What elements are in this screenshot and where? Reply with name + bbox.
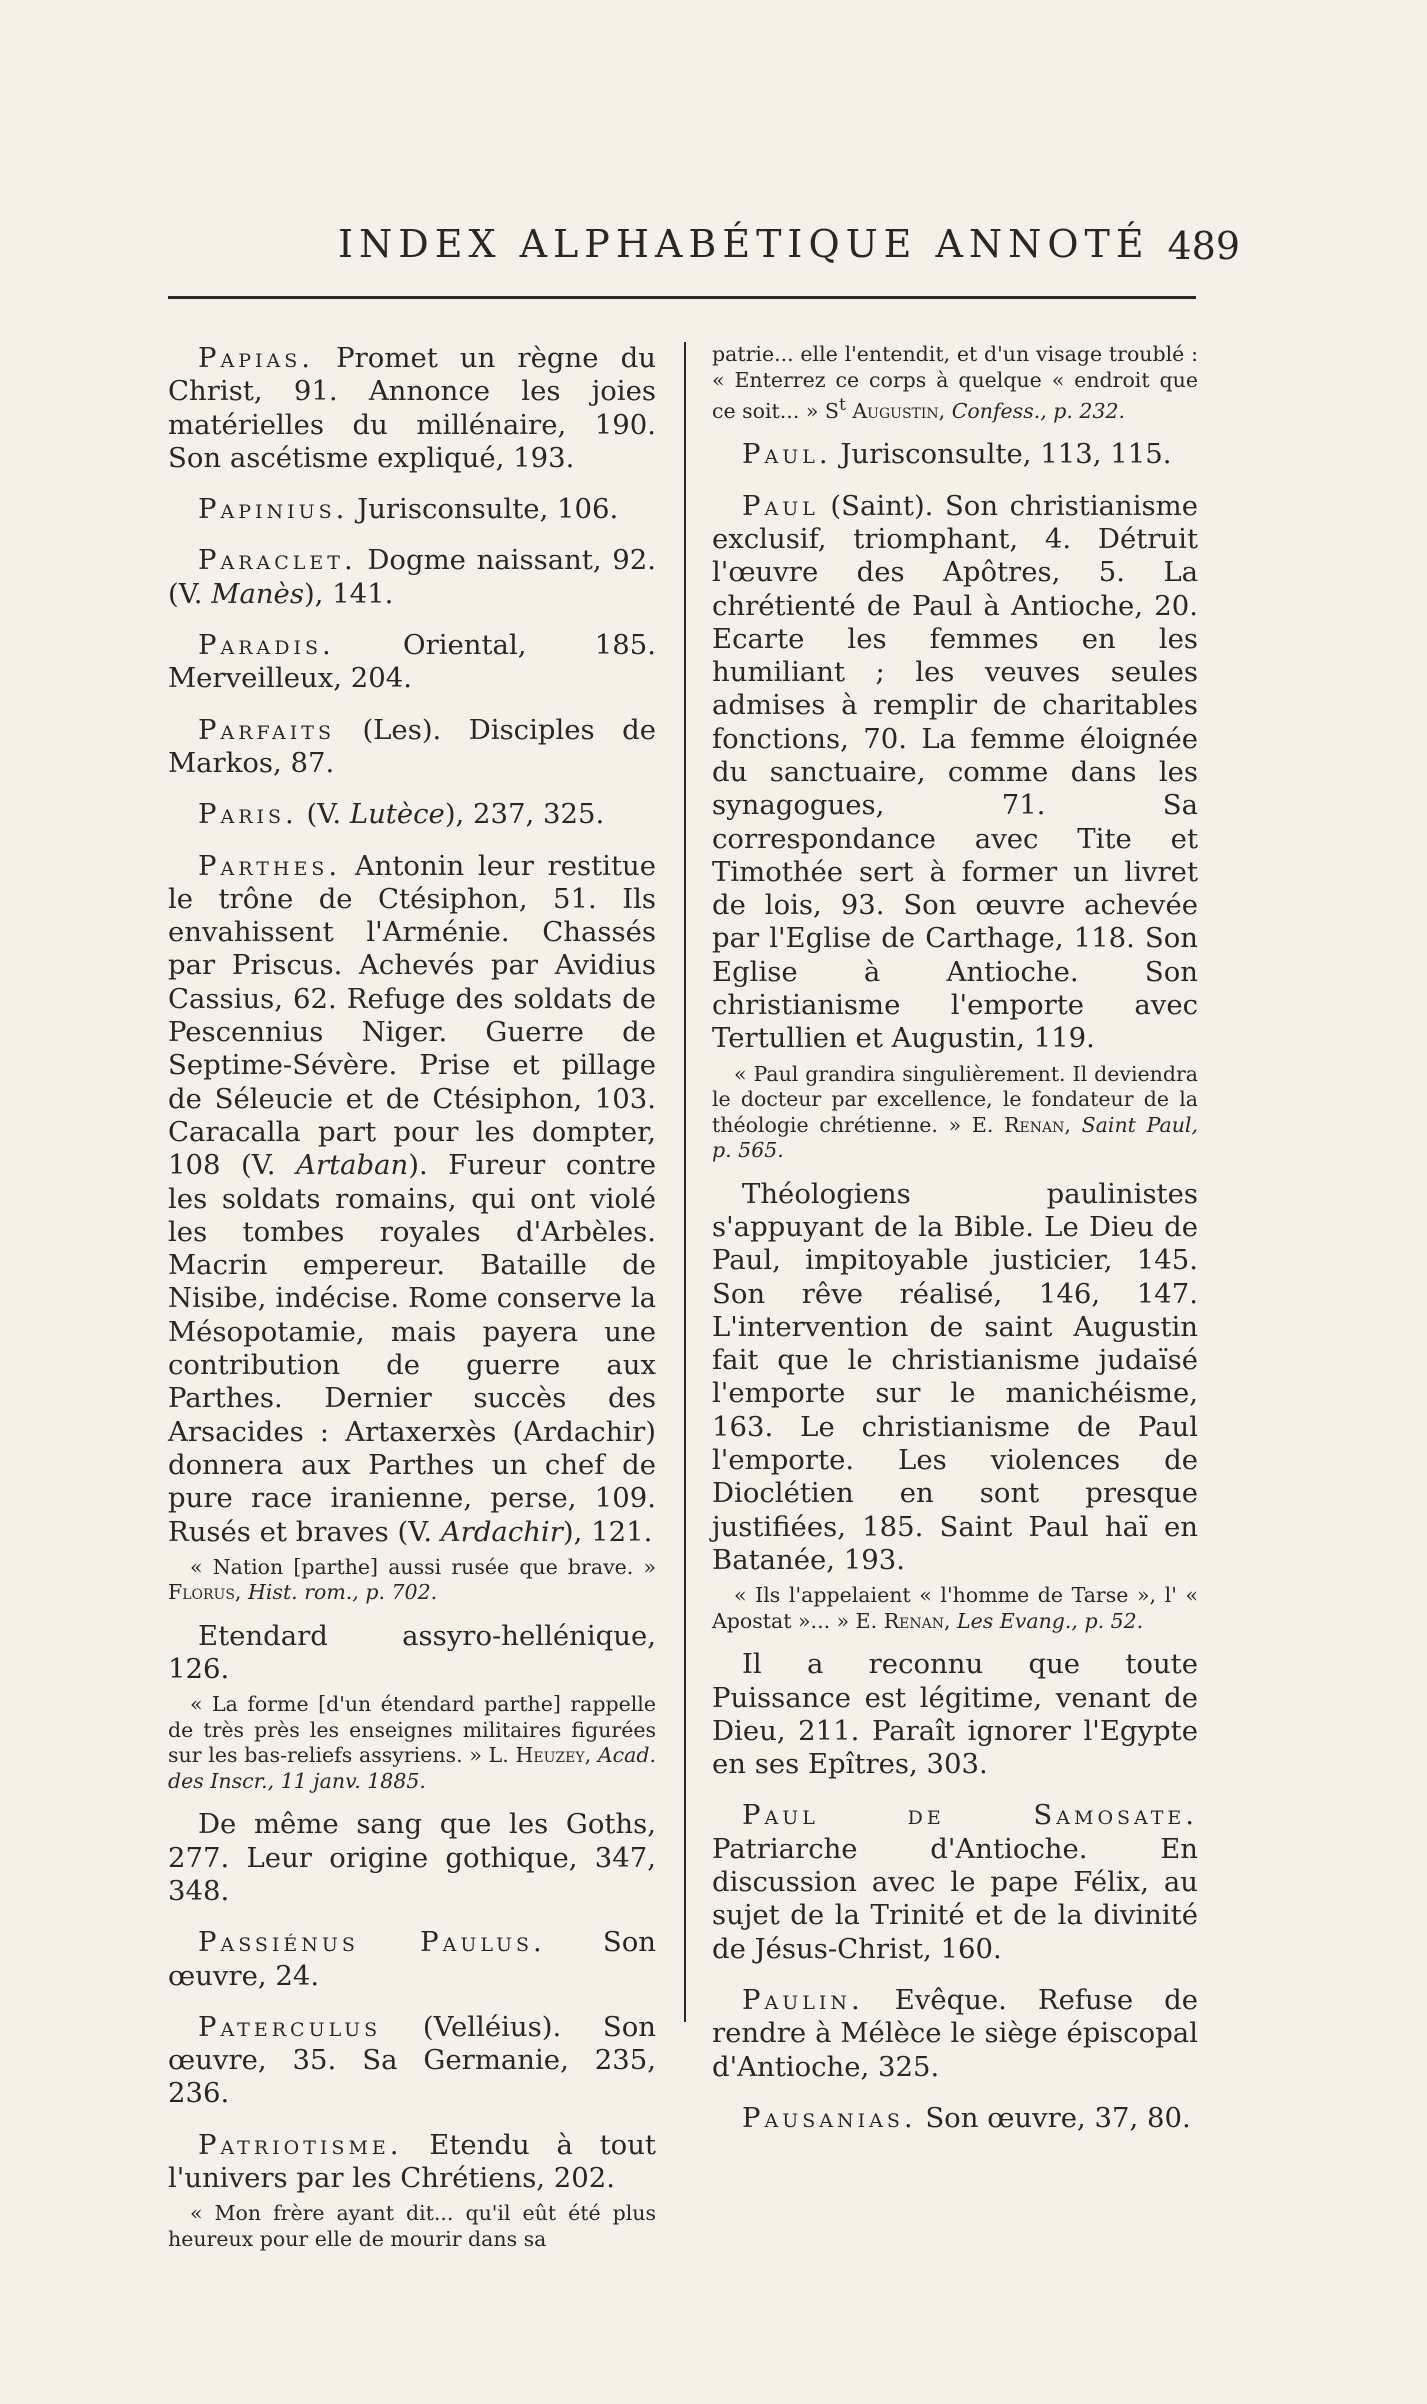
entry-parthes-goths: De même sang que les Goths, 277. Leur origine gothique, 347, 348. [168,1808,656,1907]
entry-paul-theologiens: Théologiens paulinistes s'appuyant de la Bible. Le Dieu de Paul, impitoyable justicier, 145. Son rêve réalisé, 146, 147. L'intervention de saint Augustin fait que le christianisme judaïsé l'emporte sur le manichéisme, 163. Le christianisme de Paul l'emporte. Les violences de Dioclétien en sont presque justifiées, 185. Saint Paul haï en Batanée, 193. [712,1177,1198,1576]
page-title: INDEX ALPHABÉTIQUE ANNOTÉ [338,222,1150,266]
left-column [168,342,656,2266]
quote-heuzey: « La forme [d'un étendard parthe] rappelle de très près les enseignes militaires figurées sur les bas-reliefs assyriens. » L. Heuzey, Acad. des Inscr., 11 janv. 1885. [168,1692,656,1793]
entry-paris: Paris. (V. Lutèce), 237, 325. [198,798,605,831]
entry-parthes: Parthes. Antonin leur restitue le trône de Ctésiphon, 51. Ils envahissent l'Arménie. Chassés par Priscus. Achevés par Avidius Cassius, 62. Refuge des soldats de Pescennius Niger. Guerre de Septime-Sévère. Prise et pillage de Séleucie et de Ctésiphon, 103. Caracalla part pour les dompter, 108 (V. Artaban). Fureur contre les soldats romains, qui ont violé les tombes royales d'Arbèles. Macrin empereur. Bataille de Nisibe, indécise. Rome conserve la Mésopotamie, mais payera une contribution de guerre aux Parthes. Dernier succès des Arsacides : Artaxerxès (Ardachir) donnera aux Parthes un chef de pure race iranienne, perse, 109. Rusés et braves (V. Ardachir), 121. [168,849,656,1548]
entry-paul-puissance: Il a reconnu que toute Puissance est légitime, venant de Dieu, 211. Paraît ignorer l'Egypte en ses Epîtres, 303. [712,1648,1198,1781]
quote-florus: « Nation [parthe] aussi rusée que brave. » Florus, Hist. rom., p. 702. [168,1554,656,1605]
entry-paterculus: Paterculus (Velléius). Son œuvre, 35. Sa Germanie, 235, 236. [168,2010,656,2110]
entry-paul-saint: Paul (Saint). Son christianisme exclusif, triomphant, 4. Détruit l'œuvre des Apôtres, 5. La chrétienté de Paul à Antioche, 20. Ecarte les femmes en les humiliant ; les veuves seules admises à remplir de charitables fonctions, 70. La femme éloignée du sanctuaire, comme dans les synagogues, 71. Sa correspondance avec Tite et Timothée sert à former un livret de lois, 93. Son œuvre achevée par l'Eglise de Carthage, 118. Son Eglise à Antioche. Son christianisme l'emporte avec Tertullien et Augustin, 119. [712,489,1198,1055]
quote-augustin-start: « Mon frère ayant dit... qu'il eût été plus heureux pour elle de mourir dans sa [168,2201,656,2251]
quote-renan-1: « Paul grandira singulièrement. Il deviendra le docteur par excellence, le fondateur de la théologie chrétienne. » E. Renan, Saint Paul, p. 565. [712,1061,1198,1163]
page-number: 489 [1167,224,1240,268]
running-header [170,222,1240,282]
entry-paulin: Paulin. Evêque. Refuse de rendre à Mélèce le siège épiscopal d'Antioche, 325. [712,1983,1198,2083]
entry-patriotisme: Patriotisme. Etendu à tout l'univers par les Chrétiens, 202. [168,2128,656,2195]
entry-paradis: Paradis. Oriental, 185. Merveilleux, 204. [168,629,656,695]
entry-paul: Paul. Jurisconsulte, 113, 115. [742,438,1172,471]
header-rule [168,296,1196,299]
column-divider [684,342,686,2022]
entry-papias: Papias. Promet un règne du Christ, 91. Annonce les joies matérielles du millénaire, 190. Son ascétisme expliqué, 193. [168,342,656,474]
entry-paraclet: Paraclet. Dogme naissant, 92. (V. Manès), 141. [168,544,656,610]
entry-papinius: Papinius. Jurisconsulte, 106. [198,493,619,526]
entry-parthes-etendard: Etendard assyro-hellénique, 126. [168,1619,656,1686]
quote-renan-2: « Ils l'appelaient « l'homme de Tarse », l' « Apostat »... » E. Renan, Les Evang., p. 52. [712,1583,1198,1633]
entry-paul-samosate: Paul de Samosate. Patriarche d'Antioche. En discussion avec le pape Félix, au sujet de la Trinité et de la divinité de Jésus-Christ, 160. [712,1799,1198,1965]
entry-parfaits: Parfaits (Les). Disciples de Markos, 87. [168,713,656,779]
right-column [712,342,1198,2153]
quote-augustin-cont: patrie... elle l'entendit, et d'un visage troublé : « Enterrez ce corps à quelque « endroit que ce soit... » $S^t$ Augustin, Confess., p. 232. [712,342,1198,423]
entry-pausanias: Pausanias. Son œuvre, 37, 80. [742,2101,1191,2134]
entry-passienus: Passiénus Paulus. Son œuvre, 24. [168,1926,656,1992]
